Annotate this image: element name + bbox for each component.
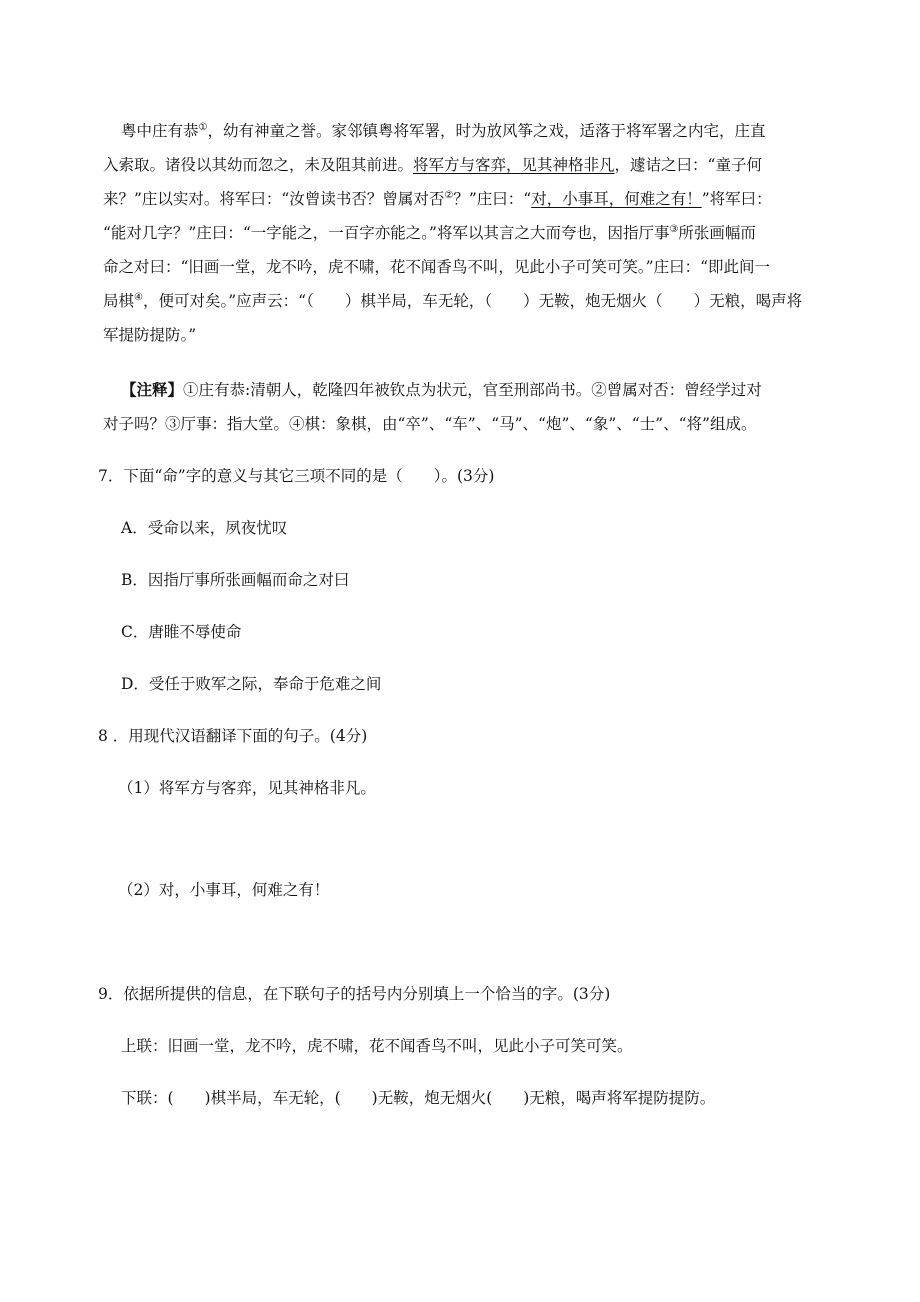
question-7-option-a: A．受命以来，夙夜忧叹 bbox=[121, 519, 288, 537]
passage-text: ，遽诘之曰：“童子何 bbox=[614, 156, 762, 174]
passage-text: 所张画幅而 bbox=[678, 224, 756, 242]
question-8-stem: 8 ．用现代汉语翻译下面的句子。(4分) bbox=[98, 727, 368, 745]
passage-line-6 bbox=[103, 291, 802, 311]
underlined-sentence-2: 对，小事耳，何难之有！ bbox=[531, 190, 702, 208]
question-8-sentence-2: （2）对，小事耳，何难之有！ bbox=[118, 881, 330, 899]
passage-text: 局棋 bbox=[103, 292, 135, 310]
passage-text: “能对几字？”庄曰：“一字能之，一百字亦能之。”将军以其言之大而夸也，因指厅事 bbox=[103, 224, 670, 242]
passage-text: 来？”庄以实对。将军曰：“汝曾读书否？曾属对否 bbox=[103, 190, 445, 208]
notes-line-1 bbox=[121, 380, 762, 400]
passage-line-1 bbox=[121, 121, 766, 141]
question-9-stem: 9．依据所提供的信息，在下联句子的括号内分别填上一个恰当的字。(3分) bbox=[98, 985, 611, 1003]
passage-line-4 bbox=[103, 223, 756, 243]
passage-line-2 bbox=[103, 155, 762, 175]
passage-line-5: 命之对曰：“旧画一堂，龙不吟，虎不啸，花不闻香鸟不叫，见此小子可笑可笑。”庄曰：“即此间一 bbox=[103, 258, 771, 276]
passage-text: ，幼有神童之誉。家邻镇粤将军署，时为放风筝之戏，适落于将军署之内宅，庄直 bbox=[207, 122, 766, 140]
passage-text: ”将军曰： bbox=[701, 190, 772, 208]
question-7-option-c: C．唐睢不辱使命 bbox=[121, 623, 242, 641]
question-7-stem: 7．下面“命”字的意义与其它三项不同的是（ ）。(3分) bbox=[98, 467, 495, 485]
question-7-option-d: D．受任于败军之际，奉命于危难之间 bbox=[121, 675, 382, 693]
passage-text: 入索取。诸役以其幼而忽之，未及阻其前进。 bbox=[103, 156, 414, 174]
underlined-sentence-1: 将军方与客弈，见其神格非凡 bbox=[413, 156, 615, 174]
notes-label: 【注释】 bbox=[121, 380, 184, 399]
notes-text: ①庄有恭:清朝人，乾隆四年被钦点为状元，官至刑部尚书。②曾属对否：曾经学过对 bbox=[183, 381, 762, 399]
footnote-marker: ③ bbox=[669, 223, 679, 235]
footnote-marker: ① bbox=[198, 121, 208, 133]
question-7-option-b: B．因指厅事所张画幅而命之对曰 bbox=[121, 571, 350, 589]
passage-text: 粤中庄有恭 bbox=[121, 122, 199, 140]
question-9-upper-couplet: 上联：旧画一堂，龙不吟，虎不啸，花不闻香鸟不叫，见此小子可笑可笑。 bbox=[121, 1037, 633, 1055]
notes-line-2: 对子吗？③厅事：指大堂。④棋：象棋，由“卒”、“车”、“马”、“炮”、“象”、“士”、“将”组成。 bbox=[103, 415, 757, 433]
question-9-lower-couplet: 下联：( )棋半局，车无轮，( )无鞍，炮无烟火( )无粮，喝声将军提防提防。 bbox=[121, 1089, 716, 1107]
passage-text: ？”庄曰：“ bbox=[453, 190, 532, 208]
footnote-marker: ④ bbox=[134, 291, 143, 303]
passage-line-3 bbox=[103, 189, 772, 209]
passage-text: ，便可对矣。”应声云：“（ ）棋半局，车无轮，（ ）无鞍，炮无烟火（ ）无粮，喝声将 bbox=[142, 292, 803, 310]
footnote-marker: ② bbox=[444, 189, 454, 201]
passage-line-7: 军提防提防。” bbox=[103, 326, 197, 344]
question-8-sentence-1: （1）将军方与客弈，见其神格非凡。 bbox=[118, 779, 376, 797]
